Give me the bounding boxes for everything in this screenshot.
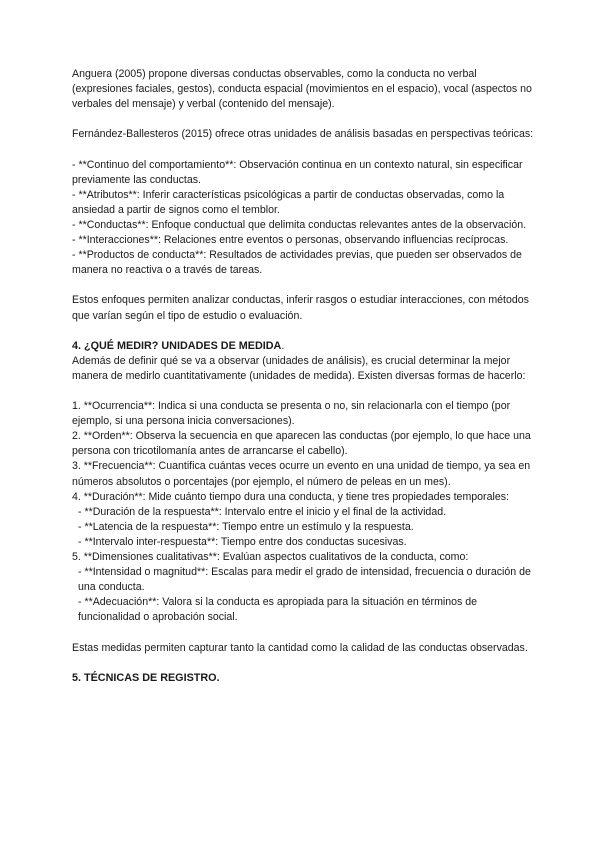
spacer: [72, 278, 534, 293]
measure-units-list: [72, 399, 534, 625]
list-item: - **Continuo del comportamiento**: Observación continua en un contexto natural, sin especificar previamente las conductas.: [72, 158, 523, 186]
section-4-heading: [72, 339, 534, 354]
spacer: [72, 384, 534, 399]
section-5-heading: 5. TÉCNICAS DE REGISTRO.: [72, 671, 220, 684]
list-item: 5. **Dimensiones cualitativas**: Evalúan aspectos cualitativos de la conducta, como:: [72, 551, 469, 563]
spacer: [72, 112, 534, 127]
spacer: [72, 625, 534, 640]
sub-list-item: - **Duración de la respuesta**: Intervalo entre el inicio y el final de la actividad.: [78, 505, 447, 518]
analysis-units-list: [72, 158, 534, 279]
section-4-summary: Estas medidas permiten capturar tanto la cantidad como la calidad de las conductas observadas.: [72, 641, 528, 654]
sub-list-item: - **Adecuación**: Valora si la conducta es apropiada para la situación en términos de funcionalidad o aprobación social.: [78, 596, 478, 624]
anguera-paragraph: Anguera (2005) propone diversas conductas observables, como la conducta no verbal (expresiones faciales, gestos), conducta espacial (movimientos en el espacio), vocal (aspectos no verbales del mensaje) y verbal (contenido del mensaje).: [72, 68, 532, 111]
list-item: - **Interacciones**: Relaciones entre eventos o personas, observando influencias recíprocas.: [72, 234, 509, 247]
section-4-heading-period: .: [281, 339, 285, 352]
spacer: [72, 656, 534, 671]
spacer: [72, 142, 534, 157]
list-item: - **Atributos**: Inferir características psicológicas a partir de conductas observadas, como la ansiedad a partir de signos como el temblor.: [72, 188, 505, 216]
section-4-heading-text: 4. ¿QUÉ MEDIR? UNIDADES DE MEDIDA: [72, 339, 282, 352]
sub-list-item: - **Intervalo inter-respuesta**: Tiempo entre dos conductas sucesivas.: [78, 535, 407, 548]
section-4-intro: Además de definir qué se va a observar (unidades de análisis), es crucial determinar la mejor manera de medirlo cuantitativamente (unidades de medida). Existen diversas formas de hacerlo:: [72, 354, 526, 382]
list-item: 2. **Orden**: Observa la secuencia en que aparecen las conductas (por ejemplo, lo que hace una persona con tricotilomanía antes de arrancarse el cabello).: [72, 430, 531, 458]
units-summary-paragraph: Estos enfoques permiten analizar conductas, inferir rasgos o estudiar interacciones, con métodos que varían según el tipo de estudio o evaluación.: [72, 294, 529, 322]
sub-list-item: - **Latencia de la respuesta**: Tiempo entre un estímulo y la respuesta.: [78, 520, 414, 533]
list-item: 4. **Duración**: Mide cuánto tiempo dura una conducta, y tiene tres propiedades temporales:: [72, 490, 509, 503]
fernandez-paragraph: Fernández-Ballesteros (2015) ofrece otras unidades de análisis basadas en perspectivas teóricas:: [72, 128, 534, 141]
list-item: 1. **Ocurrencia**: Indica si una conducta se presenta o no, sin relacionarla con el tiempo (por ejemplo, si una persona inicia conversaciones).: [72, 400, 511, 428]
document-page: [72, 67, 534, 686]
sub-list-item: - **Intensidad o magnitud**: Escalas para medir el grado de intensidad, frecuencia o duración de una conducta.: [78, 566, 531, 594]
list-item: - **Conductas**: Enfoque conductual que delimita conductas relevantes antes de la observación.: [72, 218, 527, 231]
list-item: 3. **Frecuencia**: Cuantifica cuántas veces ocurre un evento en una unidad de tiempo, ya sea en números absolutos o porcentajes (por ejemplo, el número de peleas en un mes).: [72, 460, 531, 488]
list-item: - **Productos de conducta**: Resultados de actividades previas, que pueden ser observados de manera no reactiva o a través de tareas.: [72, 249, 522, 277]
spacer: [72, 324, 534, 339]
